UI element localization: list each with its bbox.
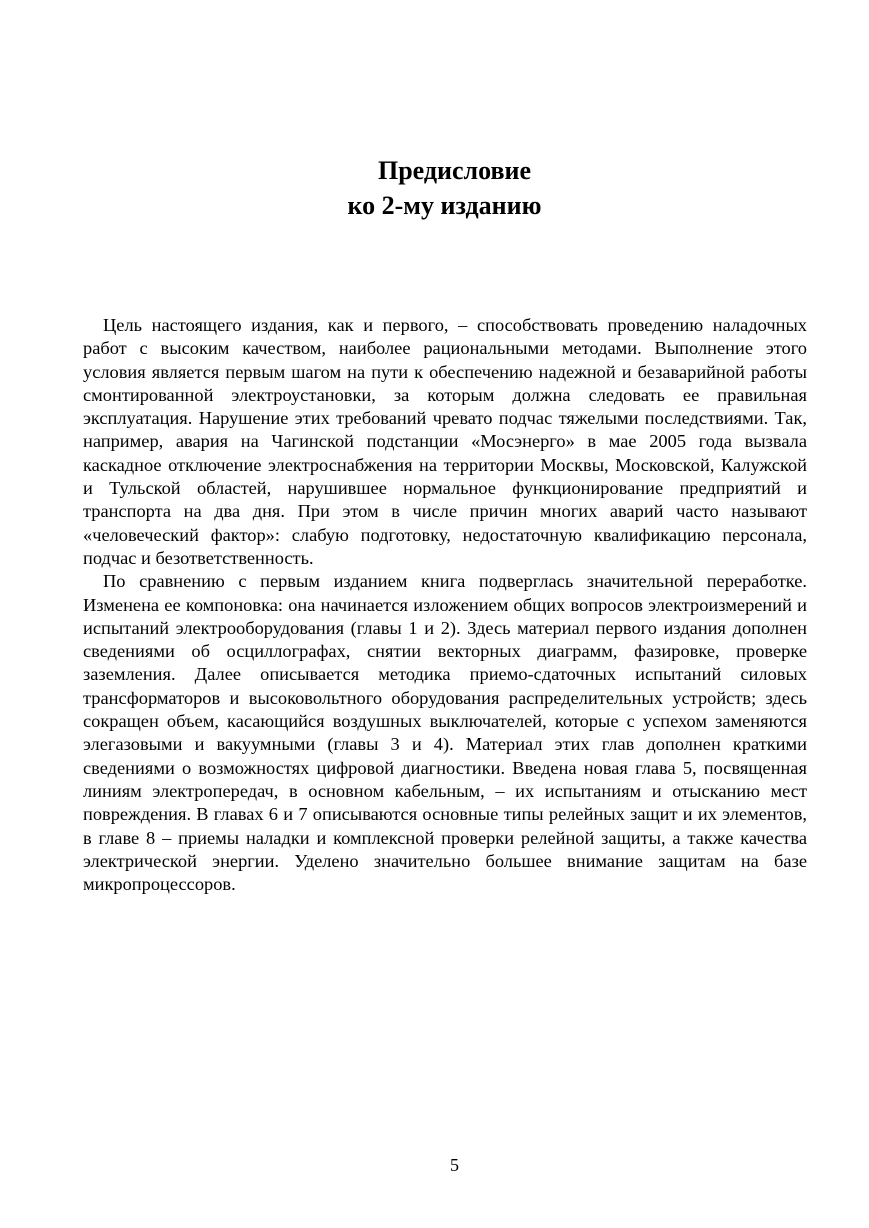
page-number: 5 (450, 1155, 459, 1175)
body-text (83, 314, 807, 896)
paragraph: Цель настоящего издания, как и первого, – способствовать проведению наладочных работ с высоким качеством, наиболее рациональными методами. Выполнение этого условия является первым шагом на пути к обеспечению надежной и безаварийной работы смонтированной электроустановки, за которым должна следовать ее правильная эксплуатация. Нарушение этих требований чревато подчас тяжелыми последствиями. Так, например, авария на Чагинской подстанции «Мосэнерго» в мае 2005 года вызвала каскадное отключение электроснабжения на территории Москвы, Московской, Калужской и Тульской областей, нарушившее нормальное функционирование предприятий и транспорта на два дня. При этом в числе причин многих аварий часто называют «человеческий фактор»: слабую подготовку, недостаточную квалификацию персонала, подчас и безответственность. (83, 315, 807, 568)
page-title: Предисловие (377, 156, 532, 185)
page-subtitle: ко 2-му изданию (347, 191, 542, 220)
paragraph: По сравнению с первым изданием книга подверглась значительной переработке. Изменена ее компоновка: она начинается изложением общих вопросов электроизмерений и испытаний электрооборудования (главы 1 и 2). Здесь материал первого издания дополнен сведениями об осциллографах, снятии векторных диаграмм, фазировке, проверке заземления. Далее описывается методика приемо-сдаточных испытаний силовых трансформаторов и высоковольтного оборудования распределительных устройств; здесь сокращен объем, касающийся воздушных выключателей, которые с успехом заменяются элегазовыми и вакуумными (главы 3 и 4). Материал этих глав дополнен краткими сведениями о возможностях цифровой диагностики. Введена новая глава 5, посвященная линиям электропередач, в основном кабельным, – их испытаниям и отысканию мест повреждения. В главах 6 и 7 описываются основные типы релейных защит и их элементов, в главе 8 – приемы наладки и комплексной проверки релейной защиты, а также качества электрической энергии. Уделено значительно большее внимание защитам на базе микропроцессоров. (83, 571, 807, 895)
